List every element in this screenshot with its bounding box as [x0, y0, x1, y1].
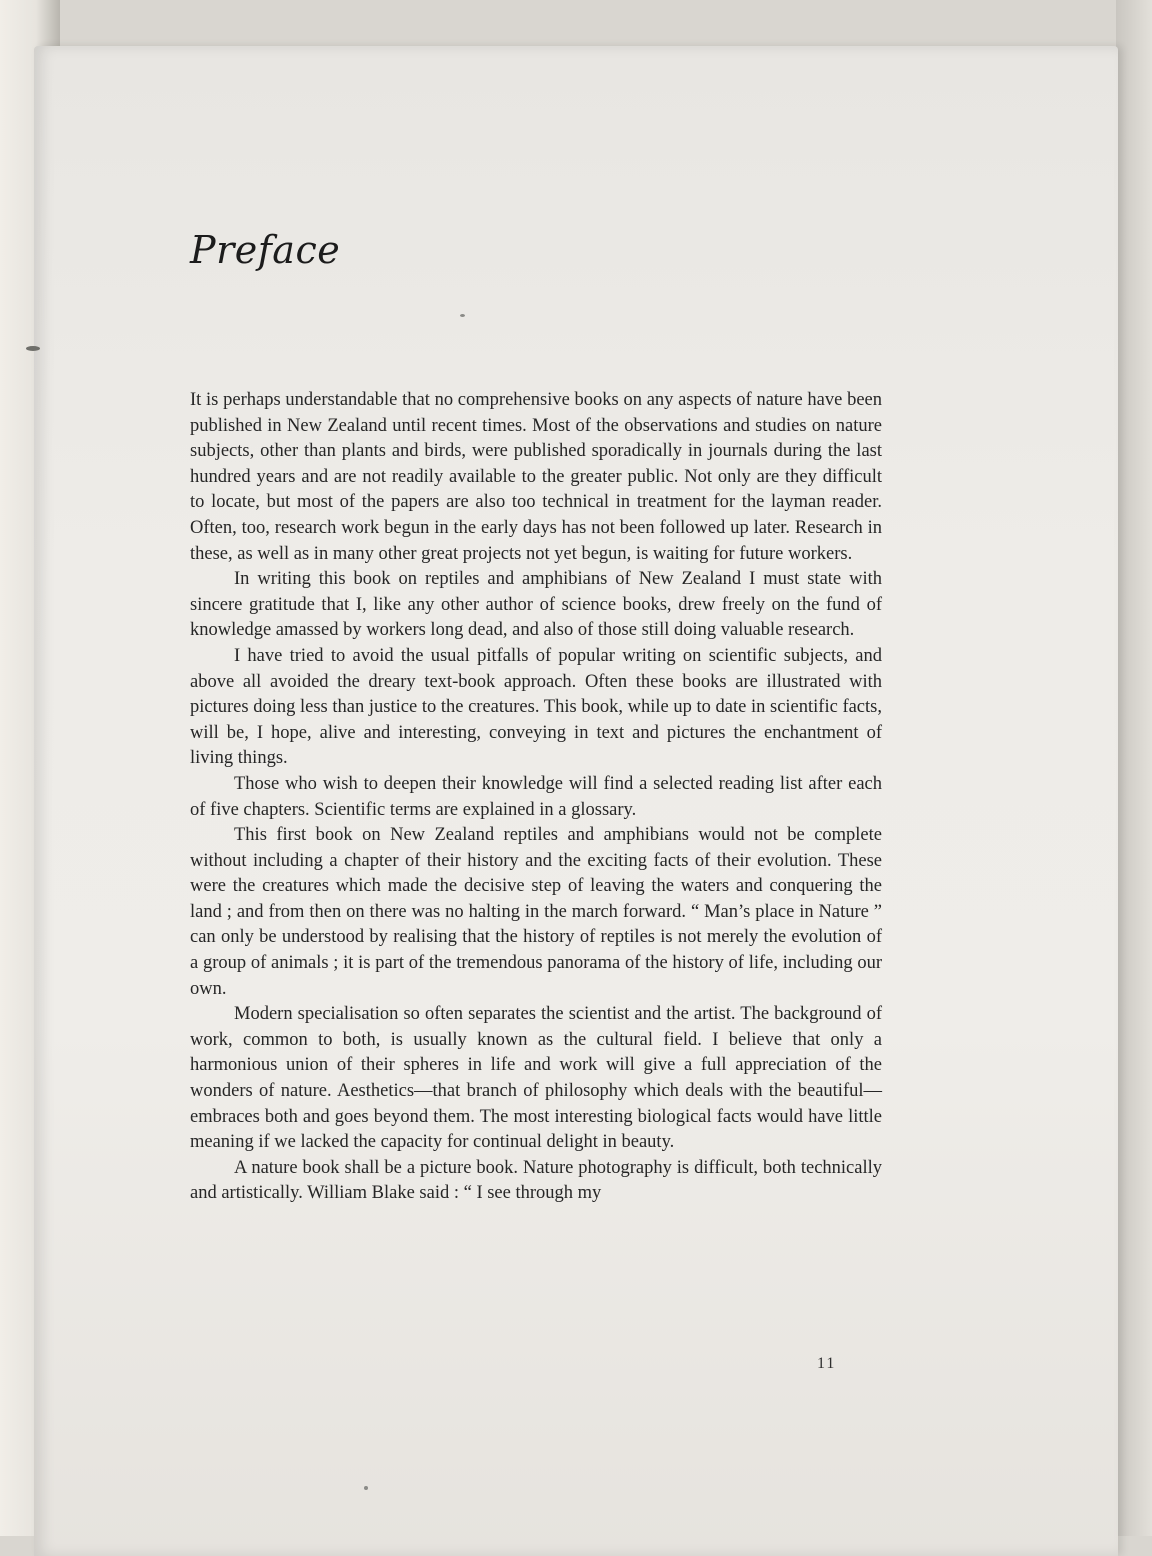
- paper-speck: [460, 314, 465, 317]
- paper-speck: [26, 346, 40, 351]
- paragraph-5: This first book on New Zealand reptiles and amphibians would not be complete without including a chapter of their history and the exciting facts of their evolution. These were the creatures which made the decisive step of leaving the waters and conquering the land ; and from then on there was no halting in the march forward. “ Man’s place in Nature ” can only be understood by realising that the history of reptiles is not merely the evolution of a group of animals ; it is part of the tremendous panorama of the history of life, including our own.: [190, 825, 882, 999]
- page-number: 11: [817, 1355, 837, 1372]
- paper-speck: [364, 1486, 368, 1490]
- paragraph-6: Modern specialisation so often separates the scientist and the artist. The background of work, common to both, is usually known as the cultural field. I believe that only a harmonious union of their spheres in life and work will give a full appreciation of the wonders of nature. Aesthetics—that branch of philosophy which deals with the beautiful—embraces both and goes beyond them. The most interesting biological facts would have little meaning if we lacked the capacity for continual delight in beauty.: [190, 1004, 882, 1153]
- paragraph-4: Those who wish to deepen their knowledge will find a selected reading list after each of five chapters. Scientific terms are explained in a glossary.: [190, 773, 882, 820]
- page-heading: Preface: [190, 228, 341, 272]
- paragraph-7: A nature book shall be a picture book. Nature photography is difficult, both technically and artistically. William Blake said : “ I see through my: [190, 1157, 882, 1204]
- right-background: [1116, 0, 1152, 1536]
- preface-body: [190, 388, 882, 1207]
- paragraph-1: It is perhaps understandable that no comprehensive books on any aspects of nature have been published in New Zealand until recent times. Most of the observations and studies on nature subjects, other than plants and birds, were published sporadically in journals during the last hundred years and are not readily available to the greater public. Not only are they difficult to locate, but most of the papers are also too technical in treatment for the layman reader. Often, too, research work begun in the early days has not been followed up later. Research in these, as well as in many other great projects not yet begun, is waiting for future workers.: [190, 390, 882, 564]
- paragraph-2: In writing this book on reptiles and amphibians of New Zealand I must state with sincere gratitude that I, like any other author of science books, drew freely on the fund of knowledge amassed by workers long dead, and also of those still doing valuable research.: [190, 569, 882, 641]
- paragraph-3: I have tried to avoid the usual pitfalls of popular writing on scientific subjects, and above all avoided the dreary text-book approach. Often these books are illustrated with pictures doing less than justice to the creatures. This book, while up to date in scientific facts, will be, I hope, alive and interesting, conveying in text and pictures the enchantment of living things.: [190, 645, 882, 769]
